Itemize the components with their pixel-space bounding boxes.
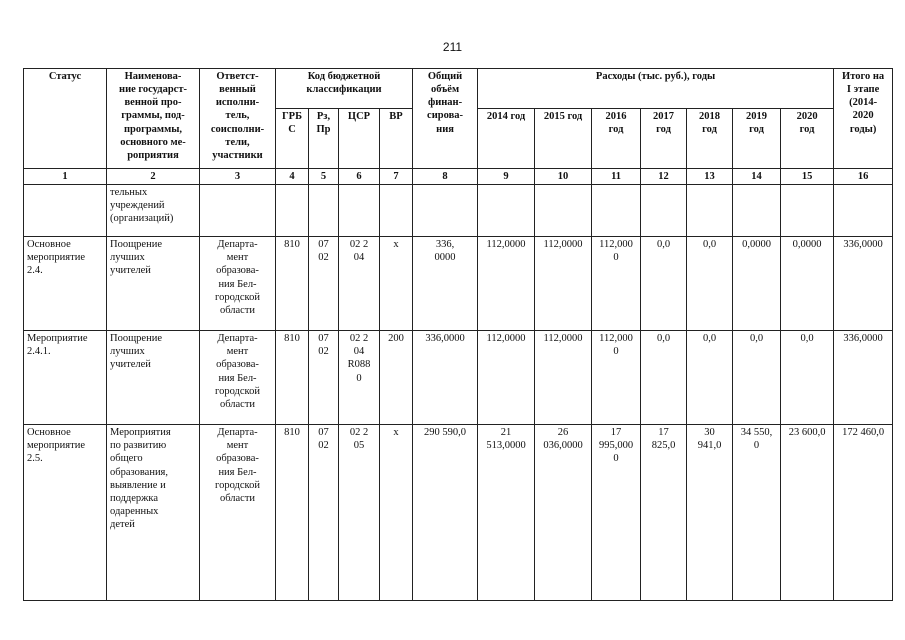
cell-total bbox=[413, 185, 478, 237]
cell-2017: 17 825,0 bbox=[641, 425, 687, 601]
column-number: 2 bbox=[107, 169, 200, 185]
column-number: 12 bbox=[641, 169, 687, 185]
cell-2017: 0,0 bbox=[641, 331, 687, 425]
header-year-2017: 2017 год bbox=[641, 109, 687, 169]
header-rzpr: Рз, Пр bbox=[309, 109, 339, 169]
header-year-2019: 2019 год bbox=[733, 109, 781, 169]
column-number: 8 bbox=[413, 169, 478, 185]
table-row bbox=[24, 185, 893, 237]
cell-2019: 0,0000 bbox=[733, 237, 781, 331]
column-number: 1 bbox=[24, 169, 107, 185]
cell-2018 bbox=[687, 185, 733, 237]
cell-total: 290 590,0 bbox=[413, 425, 478, 601]
cell-2018: 30 941,0 bbox=[687, 425, 733, 601]
cell-responsible: Департа- мент образова- ния Бел- городской области bbox=[200, 331, 276, 425]
cell-2016: 112,000 0 bbox=[592, 237, 641, 331]
cell-grbs: 810 bbox=[276, 237, 309, 331]
column-number: 15 bbox=[781, 169, 834, 185]
header-vr: ВР bbox=[380, 109, 413, 169]
column-number: 11 bbox=[592, 169, 641, 185]
column-number: 7 bbox=[380, 169, 413, 185]
cell-total: 336, 0000 bbox=[413, 237, 478, 331]
cell-vr: х bbox=[380, 425, 413, 601]
header-year-2016: 2016 год bbox=[592, 109, 641, 169]
cell-2018: 0,0 bbox=[687, 331, 733, 425]
header-csr: ЦСР bbox=[339, 109, 380, 169]
cell-vr bbox=[380, 185, 413, 237]
budget-table bbox=[23, 68, 893, 601]
cell-2014: 112,0000 bbox=[478, 331, 535, 425]
cell-grbs: 810 bbox=[276, 425, 309, 601]
column-number: 9 bbox=[478, 169, 535, 185]
cell-sum: 172 460,0 bbox=[834, 425, 893, 601]
column-number: 16 bbox=[834, 169, 893, 185]
cell-name: Поощрение лучших учителей bbox=[107, 237, 200, 331]
cell-csr bbox=[339, 185, 380, 237]
cell-name: тельных учреждений (организаций) bbox=[107, 185, 200, 237]
cell-name: Поощрение лучших учителей bbox=[107, 331, 200, 425]
cell-csr: 02 2 04 bbox=[339, 237, 380, 331]
cell-grbs: 810 bbox=[276, 331, 309, 425]
page-number: 211 bbox=[442, 40, 463, 54]
cell-2017 bbox=[641, 185, 687, 237]
cell-2014 bbox=[478, 185, 535, 237]
cell-rzpr: 07 02 bbox=[309, 237, 339, 331]
cell-2017: 0,0 bbox=[641, 237, 687, 331]
header-expenses: Расходы (тыс. руб.), годы bbox=[478, 69, 834, 109]
cell-vr: х bbox=[380, 237, 413, 331]
cell-responsible: Департа- мент образова- ния Бел- городской области bbox=[200, 237, 276, 331]
cell-2018: 0,0 bbox=[687, 237, 733, 331]
cell-sum: 336,0000 bbox=[834, 237, 893, 331]
table-row bbox=[24, 425, 893, 601]
column-number: 4 bbox=[276, 169, 309, 185]
cell-vr: 200 bbox=[380, 331, 413, 425]
cell-grbs bbox=[276, 185, 309, 237]
cell-2019: 34 550, 0 bbox=[733, 425, 781, 601]
cell-status: Основное мероприятие 2.5. bbox=[24, 425, 107, 601]
cell-2019 bbox=[733, 185, 781, 237]
cell-status: Основное мероприятие 2.4. bbox=[24, 237, 107, 331]
cell-2015: 26 036,0000 bbox=[535, 425, 592, 601]
table-row bbox=[24, 237, 893, 331]
cell-total: 336,0000 bbox=[413, 331, 478, 425]
cell-csr: 02 2 04 R088 0 bbox=[339, 331, 380, 425]
cell-rzpr: 07 02 bbox=[309, 425, 339, 601]
column-number: 6 bbox=[339, 169, 380, 185]
cell-2015: 112,0000 bbox=[535, 237, 592, 331]
cell-sum bbox=[834, 185, 893, 237]
header-grbs: ГРБ С bbox=[276, 109, 309, 169]
cell-name: Мероприятия по развитию общего образования, выявление и поддержка одаренных детей bbox=[107, 425, 200, 601]
header-responsible: Ответст- венный исполни- тель, соисполни- тели, участники bbox=[200, 69, 276, 169]
header-total-volume: Общий объём финан- сирова- ния bbox=[413, 69, 478, 169]
cell-responsible bbox=[200, 185, 276, 237]
column-number-row bbox=[24, 169, 893, 185]
column-number: 13 bbox=[687, 169, 733, 185]
cell-2014: 112,0000 bbox=[478, 237, 535, 331]
cell-2016 bbox=[592, 185, 641, 237]
cell-2015 bbox=[535, 185, 592, 237]
cell-2020: 0,0000 bbox=[781, 237, 834, 331]
header-year-2015: 2015 год bbox=[535, 109, 592, 169]
header-year-2014: 2014 год bbox=[478, 109, 535, 169]
column-number: 10 bbox=[535, 169, 592, 185]
header-budget-code: Код бюджетной классификации bbox=[276, 69, 413, 109]
column-number: 3 bbox=[200, 169, 276, 185]
column-number: 5 bbox=[309, 169, 339, 185]
header-name: Наименова- ние государст- венной про- граммы, под- программы, основного ме- роприятия bbox=[107, 69, 200, 169]
column-number: 14 bbox=[733, 169, 781, 185]
cell-2020 bbox=[781, 185, 834, 237]
cell-2016: 112,000 0 bbox=[592, 331, 641, 425]
cell-csr: 02 2 05 bbox=[339, 425, 380, 601]
header-year-2020: 2020 год bbox=[781, 109, 834, 169]
header-year-2018: 2018 год bbox=[687, 109, 733, 169]
cell-2020: 0,0 bbox=[781, 331, 834, 425]
cell-2020: 23 600,0 bbox=[781, 425, 834, 601]
cell-rzpr bbox=[309, 185, 339, 237]
cell-2014: 21 513,0000 bbox=[478, 425, 535, 601]
header-row-1 bbox=[24, 69, 893, 109]
cell-status: Мероприятие 2.4.1. bbox=[24, 331, 107, 425]
header-status: Статус bbox=[24, 69, 107, 169]
cell-2019: 0,0 bbox=[733, 331, 781, 425]
table-row bbox=[24, 331, 893, 425]
header-total-stage: Итого на I этапе (2014- 2020 годы) bbox=[834, 69, 893, 169]
cell-responsible: Департа- мент образова- ния Бел- городской области bbox=[200, 425, 276, 601]
cell-rzpr: 07 02 bbox=[309, 331, 339, 425]
cell-2016: 17 995,000 0 bbox=[592, 425, 641, 601]
cell-status bbox=[24, 185, 107, 237]
cell-sum: 336,0000 bbox=[834, 331, 893, 425]
cell-2015: 112,0000 bbox=[535, 331, 592, 425]
